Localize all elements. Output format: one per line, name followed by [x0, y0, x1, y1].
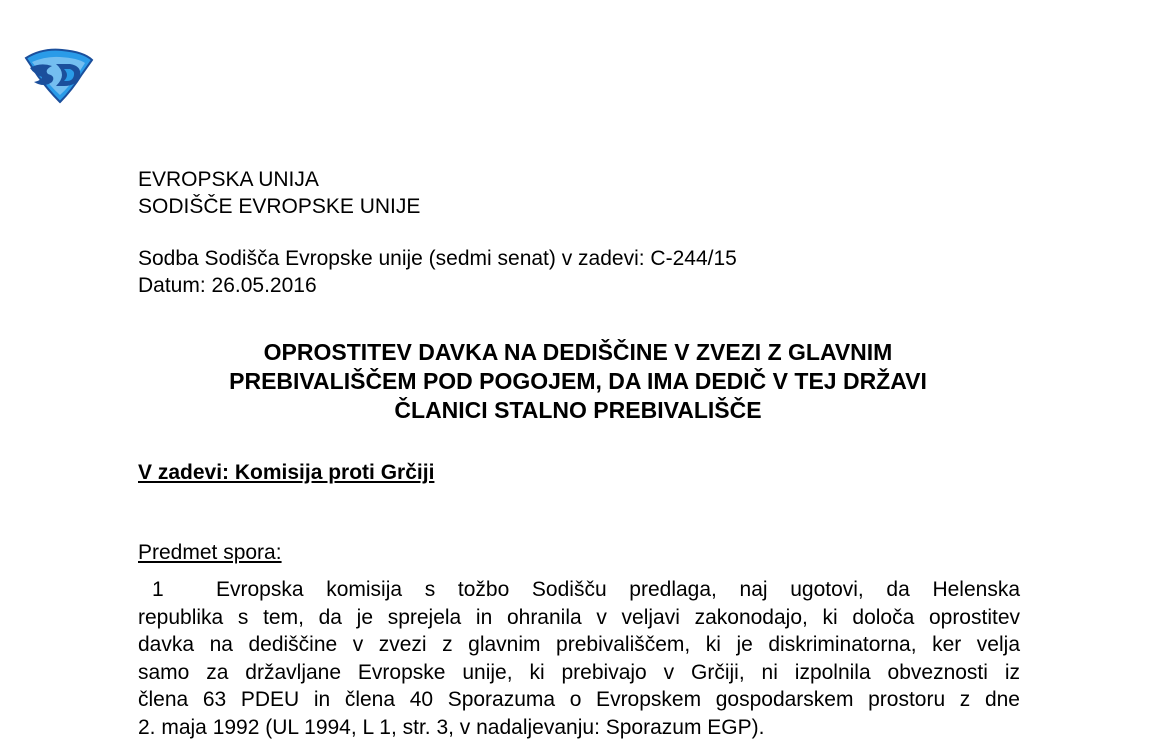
judgment-date: Datum: 26.05.2016 [138, 274, 317, 297]
court-shield-logo-icon [22, 44, 96, 104]
title-line-1: OPROSTITEV DAVKA NA DEDIŠČINE V ZVEZI Z GLAVNIM [263, 339, 893, 365]
paragraph-line [138, 631, 1020, 659]
paragraph-line [138, 686, 1020, 714]
paragraph-line [138, 604, 1020, 632]
paragraph-line-text: samo za državljane Evropske unije, ki prebivajo v Grčiji, ni izpolnila obveznosti iz [138, 660, 1020, 684]
court-header [138, 166, 420, 220]
paragraph-line-text: davka na dediščine v zvezi z glavnim prebivališčem, ki je diskriminatorna, ker velja [138, 633, 1020, 656]
paragraph-line [138, 714, 1020, 742]
case-info [138, 245, 737, 299]
paragraph-line-text: člena 63 PDEU in člena 40 Sporazuma o Evropskem gospodarskem prostoru z dne [138, 688, 1020, 711]
header-union: EVROPSKA UNIJA [138, 168, 319, 191]
document-title [138, 338, 1018, 425]
subject-heading: Predmet spora: [138, 541, 282, 564]
paragraph-line-text: republika s tem, da je sprejela in ohranila v veljavi zakonodajo, ki določa oprostitev [138, 605, 1020, 629]
paragraph-line-text: Evropska komisija s tožbo Sodišču predlaga, naj ugotovi, da Helenska [216, 578, 1020, 601]
judgment-reference: Sodba Sodišča Evropske unije (sedmi senat) v zadevi: C-244/15 [138, 247, 737, 270]
header-court: SODIŠČE EVROPSKE UNIJE [138, 195, 421, 218]
paragraph-line-text: 2. maja 1992 (UL 1994, L 1, str. 3, v nadaljevanju: Sporazum EGP). [138, 715, 765, 739]
paragraph-line [138, 576, 1020, 604]
title-line-3: ČLANICI STALNO PREBIVALIŠČE [394, 397, 762, 423]
parties-heading: V zadevi: Komisija proti Grčiji [138, 461, 435, 484]
title-line-2: PREBIVALIŠČEM POD POGOJEM, DA IMA DEDIČ V TEJ DRŽAVI [229, 368, 927, 394]
paragraph-1 [138, 576, 1020, 741]
paragraph-number: 1 [152, 578, 164, 601]
paragraph-line [138, 659, 1020, 687]
